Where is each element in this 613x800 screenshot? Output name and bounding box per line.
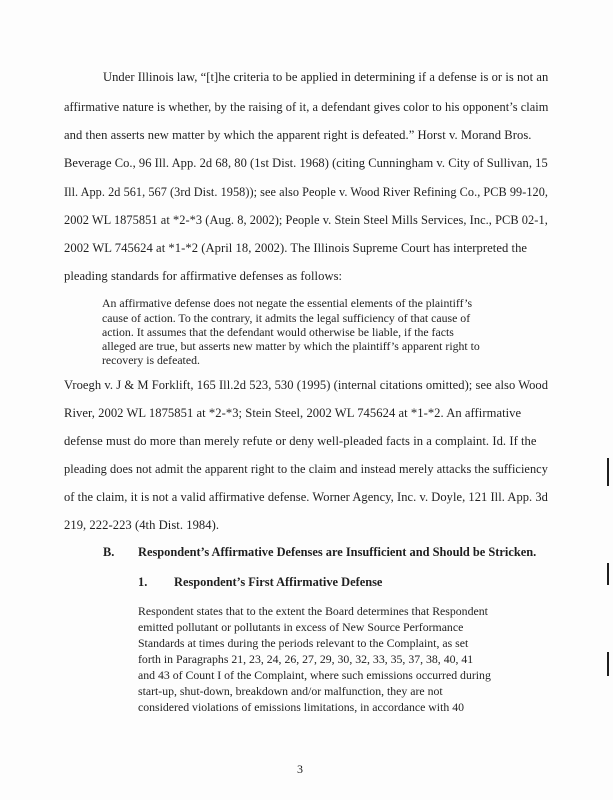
margin-mark	[607, 563, 609, 585]
paragraph-line: Ill. App. 2d 561, 567 (3rd Dist. 1958)); see also People v. Wood River Refining Co., PCB 99-120,	[64, 185, 549, 199]
section-b-label: B.	[103, 545, 115, 559]
paragraph-line: Under Illinois law, “[t]he criteria to be applied in determining if a defense is or is not an	[103, 70, 549, 84]
quote-line: cause of action. To the contrary, it admits the legal sufficiency of that cause of	[102, 311, 471, 325]
margin-mark	[607, 458, 609, 486]
quote-line: action. It assumes that the defendant would otherwise be liable, if the facts	[102, 325, 454, 339]
paragraph-line: Beverage Co., 96 Ill. App. 2d 68, 80 (1st Dist. 1968) (citing Cunningham v. City of Sullivan, 15	[64, 156, 548, 170]
section-1-label: 1.	[138, 575, 148, 589]
paragraph-line: pleading does not admit the apparent right to the claim and instead merely attacks the sufficiency	[64, 462, 548, 476]
paragraph-line: Vroegh v. J & M Forklift, 165 Ill.2d 523, 530 (1995) (internal citations omitted); see also Wood	[64, 378, 549, 392]
quote-line: emitted pollutant or pollutants in excess of New Source Performance	[138, 620, 464, 634]
quote-line: alleged are true, but asserts new matter by which the plaintiff’s apparent right to	[102, 339, 480, 353]
paragraph-line: defense must do more than merely refute or deny well-pleaded facts in a complaint. Id. If the	[64, 434, 537, 448]
quote-line: forth in Paragraphs 21, 23, 24, 26, 27, 29, 30, 32, 33, 35, 37, 38, 40, 41	[138, 652, 474, 666]
page-number: 3	[297, 762, 303, 776]
paragraph-line: 219, 222-223 (4th Dist. 1984).	[64, 518, 220, 532]
quote-line: considered violations of emissions limitations, in accordance with 40	[138, 700, 464, 714]
paragraph-line: of the claim, it is not a valid affirmative defense. Worner Agency, Inc. v. Doyle, 121 Ill. App. 3d	[64, 490, 548, 504]
quote-line: recovery is defeated.	[102, 353, 200, 367]
paragraph-line: River, 2002 WL 1875851 at *2-*3; Stein Steel, 2002 WL 745624 at *1-*2. An affirmative	[64, 406, 522, 420]
quote-line: Standards at times during the periods relevant to the Complaint, as set	[138, 636, 469, 650]
paragraph-line: 2002 WL 745624 at *1-*2 (April 18, 2002). The Illinois Supreme Court has interpreted the	[64, 241, 528, 255]
paragraph-line: affirmative nature is whether, by the raising of it, a defendant gives color to his opponent’s claim	[64, 100, 549, 114]
quote-line: An affirmative defense does not negate the essential elements of the plaintiff’s	[102, 296, 473, 310]
paragraph-line: and then asserts new matter by which the apparent right is defeated.” Horst v. Morand Bros.	[64, 128, 532, 142]
section-1-title: Respondent’s First Affirmative Defense	[174, 575, 383, 589]
paragraph-line: pleading standards for affirmative defenses as follows:	[64, 269, 343, 283]
quote-line: Respondent states that to the extent the Board determines that Respondent	[138, 604, 488, 618]
quote-line: and 43 of Count I of the Complaint, where such emissions occurred during	[138, 668, 491, 682]
margin-mark	[607, 652, 609, 676]
quote-line: start-up, shut-down, breakdown and/or malfunction, they are not	[138, 684, 443, 698]
section-b-title: Respondent’s Affirmative Defenses are Insufficient and Should be Stricken.	[138, 545, 537, 559]
paragraph-line: 2002 WL 1875851 at *2-*3 (Aug. 8, 2002); People v. Stein Steel Mills Services, Inc., PCB 02-1,	[64, 213, 548, 227]
